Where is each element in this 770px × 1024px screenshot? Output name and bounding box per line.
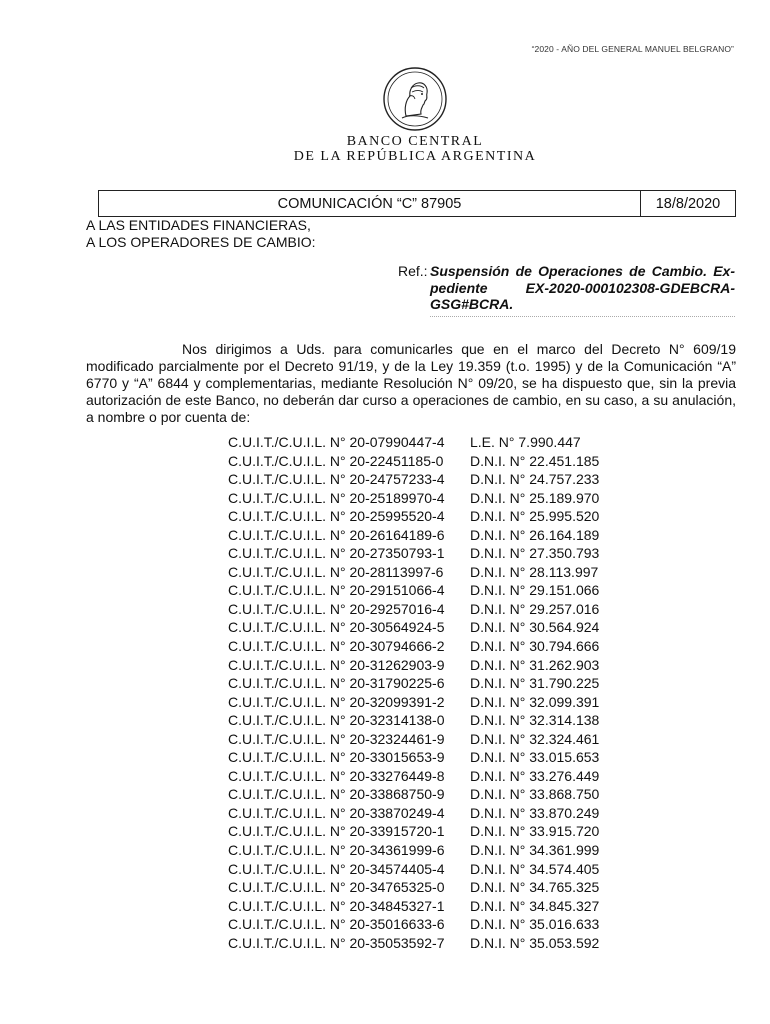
cuit-value: C.U.I.T./C.U.I.L. N° 20-34845327-1 [228,897,445,914]
document-value: D.N.I. N° 31.790.225 [470,675,600,692]
cuit-value: C.U.I.T./C.U.I.L. N° 20-30794666-2 [228,638,445,655]
document-value: D.N.I. N° 30.564.924 [470,619,600,636]
identification-row [228,618,630,637]
identification-row [228,600,630,619]
document-value: D.N.I. N° 22.451.185 [470,452,600,469]
addressee-line: A LAS ENTIDADES FINANCIERAS, [86,217,311,233]
document-value: D.N.I. N° 33.015.653 [470,749,600,766]
bank-name-line1: BANCO CENTRAL [346,134,484,149]
document-value: D.N.I. N° 34.361.999 [470,842,600,859]
document-value: D.N.I. N° 35.053.592 [470,934,600,951]
identification-row [228,674,630,693]
cuit-value: C.U.I.T./C.U.I.L. N° 20-31262903-9 [228,656,445,673]
identification-row [228,656,630,675]
identification-row [228,507,630,526]
cuit-value: C.U.I.T./C.U.I.L. N° 20-33276449-8 [228,767,445,784]
identification-row [228,433,630,452]
communication-date: 18/8/2020 [655,195,721,212]
document-value: D.N.I. N° 33.870.249 [470,804,600,821]
document-value: D.N.I. N° 34.845.327 [470,897,600,914]
bcra-seal-icon [382,66,448,132]
cuit-value: C.U.I.T./C.U.I.L. N° 20-33868750-9 [228,786,445,803]
reference-label: Ref.: [398,263,428,279]
document-value: D.N.I. N° 32.314.138 [470,712,600,729]
addressee-line: A LOS OPERADORES DE CAMBIO: [86,234,316,250]
identification-row [228,915,630,934]
identification-row [228,860,630,879]
document-value: D.N.I. N° 24.757.233 [470,471,600,488]
cuit-value: C.U.I.T./C.U.I.L. N° 20-26164189-6 [228,526,445,543]
cuit-value: C.U.I.T./C.U.I.L. N° 20-07990447-4 [228,434,445,450]
document-value: D.N.I. N° 33.276.449 [470,767,600,784]
identification-row [228,785,630,804]
identification-row [228,822,630,841]
identification-row [228,804,630,823]
year-motto: “2020 - AÑO DEL GENERAL MANUEL BELGRANO” [531,44,734,54]
cuit-value: C.U.I.T./C.U.I.L. N° 20-25995520-4 [228,508,445,525]
identification-row [228,452,630,471]
cuit-value: C.U.I.T./C.U.I.L. N° 20-25189970-4 [228,489,445,506]
document-value: D.N.I. N° 32.099.391 [470,693,600,710]
cuit-value: C.U.I.T./C.U.I.L. N° 20-32324461-9 [228,730,445,747]
identification-row [228,470,630,489]
identification-row [228,563,630,582]
cuit-value: C.U.I.T./C.U.I.L. N° 20-24757233-4 [228,471,445,488]
document-value: D.N.I. N° 32.324.461 [470,730,600,747]
identification-row [228,897,630,916]
cuit-value: C.U.I.T./C.U.I.L. N° 20-34574405-4 [228,860,445,877]
identification-row [228,711,630,730]
identification-row [228,693,630,712]
body-paragraph: Nos dirigimos a Uds. para comunicarles que en el marco del Decreto N° 609/19 modificado parcialmente por el Decreto 91/19, y de la Ley 19.359 (t.o. 1995) y de la Comunicación “A” 6770 y “A” 6844 y complementarias, mediante Resolución N° 09/20, se ha dispuesto que, sin la previa autorización de este Banco, no deberán dar curso a operaciones de cambio, en su caso, a su anulación, a nombre o por cuenta de: [86,341,736,425]
cuit-value: C.U.I.T./C.U.I.L. N° 20-31790225-6 [228,675,445,692]
document-value: D.N.I. N° 27.350.793 [470,545,600,562]
communication-title: COMUNICACIÓN “C” 87905 [99,191,641,216]
document-value: D.N.I. N° 31.262.903 [470,656,600,673]
document-value: D.N.I. N° 34.574.405 [470,860,600,877]
identification-row [228,748,630,767]
cuit-value: C.U.I.T./C.U.I.L. N° 20-28113997-6 [228,563,444,580]
identification-row [228,544,630,563]
cuit-value: C.U.I.T./C.U.I.L. N° 20-29257016-4 [228,600,445,617]
cuit-value: C.U.I.T./C.U.I.L. N° 20-34361999-6 [228,842,445,859]
cuit-value: C.U.I.T./C.U.I.L. N° 20-35053592-7 [228,934,445,951]
document-value: D.N.I. N° 33.868.750 [470,786,600,803]
cuit-value: C.U.I.T./C.U.I.L. N° 20-27350793-1 [228,545,445,562]
cuit-value: C.U.I.T./C.U.I.L. N° 20-33015653-9 [228,749,445,766]
cuit-value: C.U.I.T./C.U.I.L. N° 20-33870249-4 [228,804,445,821]
identification-row [228,581,630,600]
cuit-value: C.U.I.T./C.U.I.L. N° 20-29151066-4 [228,582,445,599]
document-value: L.E. N° 7.990.447 [470,434,581,450]
cuit-value: C.U.I.T./C.U.I.L. N° 20-33915720-1 [228,823,445,840]
document-value: D.N.I. N° 34.765.325 [470,879,600,896]
bank-name-line2: DE LA REPÚBLICA ARGENTINA [293,149,537,164]
identification-row [228,489,630,508]
document-value: D.N.I. N° 33.915.720 [470,823,600,840]
document-value: D.N.I. N° 25.189.970 [470,489,600,506]
cuit-value: C.U.I.T./C.U.I.L. N° 20-34765325-0 [228,879,445,896]
document-value: D.N.I. N° 29.257.016 [470,600,600,617]
identification-row [228,878,630,897]
cuit-value: C.U.I.T./C.U.I.L. N° 20-30564924-5 [228,619,445,636]
identification-row [228,767,630,786]
document-value: D.N.I. N° 28.113.997 [470,563,599,580]
cuit-value: C.U.I.T./C.U.I.L. N° 20-35016633-6 [228,916,445,933]
cuit-value: C.U.I.T./C.U.I.L. N° 20-32099391-2 [228,693,445,710]
reference-text: Suspensión de Operaciones de Cambio. Ex-pediente EX-2020-000102308-GDEBCRA-GSG#BCRA. [430,263,735,312]
identification-row [228,934,630,953]
identification-list [228,433,630,952]
document-value: D.N.I. N° 30.794.666 [470,638,600,655]
identification-row [228,637,630,656]
identification-row [228,526,630,545]
reference-divider [430,316,735,317]
identification-row [228,841,630,860]
cuit-value: C.U.I.T./C.U.I.L. N° 20-32314138-0 [228,712,445,729]
document-value: D.N.I. N° 29.151.066 [470,582,600,599]
identification-row [228,730,630,749]
document-value: D.N.I. N° 25.995.520 [470,508,600,525]
document-value: D.N.I. N° 26.164.189 [470,526,600,543]
communication-header-box [98,190,736,217]
cuit-value: C.U.I.T./C.U.I.L. N° 20-22451185-0 [228,452,444,469]
document-value: D.N.I. N° 35.016.633 [470,916,600,933]
